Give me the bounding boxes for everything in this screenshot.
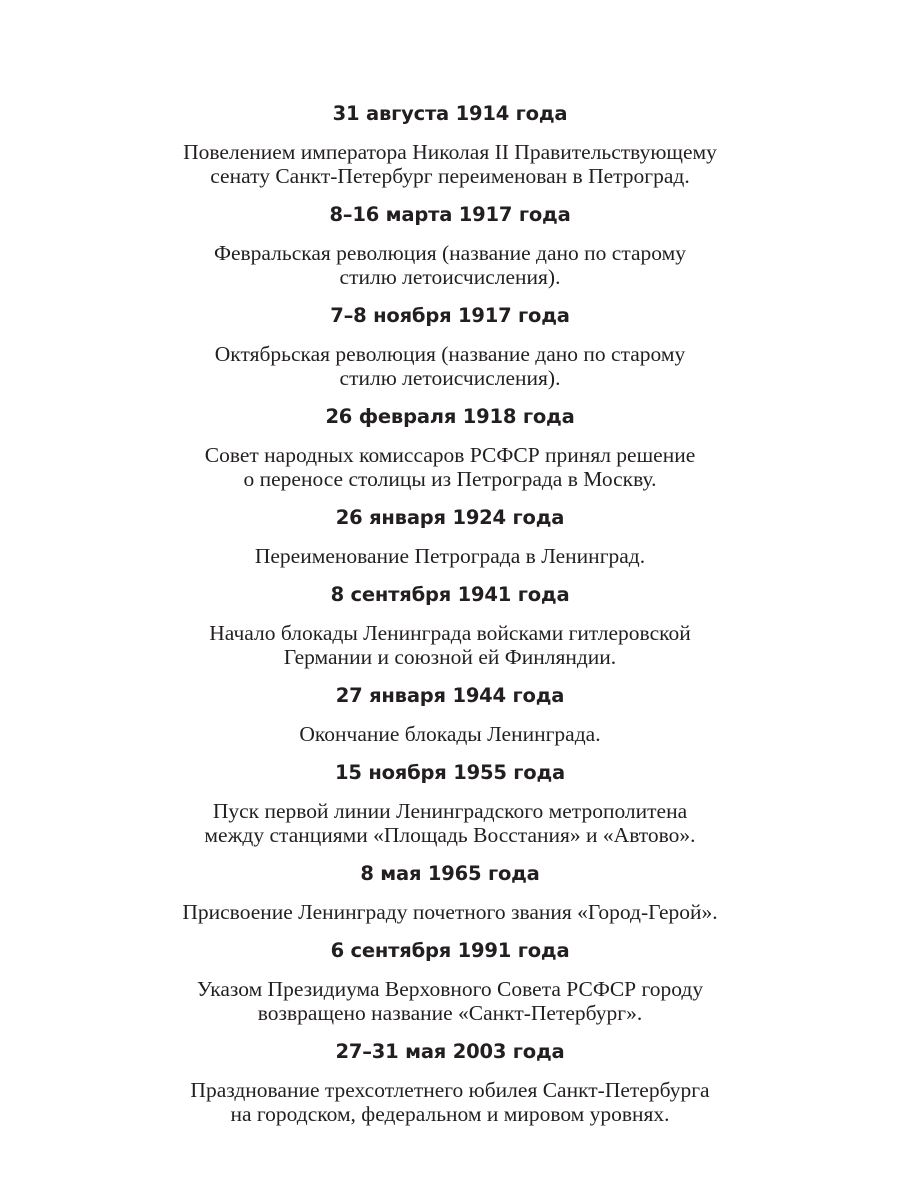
event-description	[120, 1078, 780, 1126]
event-description	[120, 900, 780, 924]
timeline-event	[120, 100, 780, 188]
event-description-line: на городском, федеральном и мировом уровнях.	[230, 1102, 670, 1126]
event-description-line: Указом Президиума Верховного Совета РСФСР городу	[196, 977, 704, 1001]
event-date: 7–8 ноября 1917 года	[330, 304, 570, 327]
event-description	[120, 443, 780, 491]
event-description	[120, 621, 780, 669]
event-description-line: Окончание блокады Ленинграда.	[299, 722, 601, 746]
timeline-event	[120, 759, 780, 847]
timeline	[120, 100, 780, 1139]
event-description-line: стилю летоисчисления).	[339, 265, 561, 289]
event-description-line: сенату Санкт-Петербург переименован в Петроград.	[210, 164, 690, 188]
event-description-line: возвращено название «Санкт-Петербург».	[257, 1001, 643, 1025]
timeline-event	[120, 302, 780, 390]
event-description	[120, 241, 780, 289]
event-description-line: Февральская революция (название дано по старому	[214, 241, 686, 265]
event-description	[120, 799, 780, 847]
event-description-line: Октябрьская революция (название дано по старому	[214, 342, 686, 366]
timeline-event	[120, 937, 780, 1025]
event-description-line: Начало блокады Ленинграда войсками гитлеровской	[209, 621, 691, 645]
event-description	[120, 544, 780, 568]
event-description-line: Пуск первой линии Ленинградского метрополитена	[212, 799, 688, 823]
event-description-line: между станциями «Площадь Восстания» и «Автово».	[204, 823, 696, 847]
event-date: 15 ноября 1955 года	[335, 761, 565, 784]
event-description-line: стилю летоисчисления).	[339, 366, 561, 390]
event-description-line: Переименование Петрограда в Ленинград.	[254, 544, 646, 568]
event-date: 26 января 1924 года	[335, 506, 565, 529]
event-description	[120, 722, 780, 746]
event-description-line: Совет народных комиссаров РСФСР принял решение	[204, 443, 696, 467]
event-date: 31 августа 1914 года	[332, 102, 568, 125]
event-date: 8 мая 1965 года	[360, 862, 540, 885]
event-description-line: Повелением императора Николая II Правительствующему	[183, 140, 717, 164]
event-description-line: Присвоение Ленинграду почетного звания «Город-Герой».	[182, 900, 718, 924]
event-description-line: Германии и союзной ей Финляндии.	[283, 645, 617, 669]
event-date: 26 февраля 1918 года	[325, 405, 575, 428]
event-date: 6 сентября 1991 года	[330, 939, 570, 962]
event-date: 8–16 марта 1917 года	[329, 203, 571, 226]
timeline-event	[120, 682, 780, 746]
timeline-event	[120, 403, 780, 491]
event-description-line: о переносе столицы из Петрограда в Москву.	[243, 467, 657, 491]
timeline-event	[120, 1038, 780, 1126]
timeline-event	[120, 504, 780, 568]
event-description	[120, 977, 780, 1025]
timeline-event	[120, 581, 780, 669]
timeline-event	[120, 860, 780, 924]
event-description-line: Празднование трехсотлетнего юбилея Санкт-Петербурга	[190, 1078, 710, 1102]
timeline-event	[120, 201, 780, 289]
event-date: 27–31 мая 2003 года	[335, 1040, 565, 1063]
event-date: 8 сентября 1941 года	[330, 583, 570, 606]
event-date: 27 января 1944 года	[335, 684, 565, 707]
event-description	[120, 342, 780, 390]
event-description	[120, 140, 780, 188]
